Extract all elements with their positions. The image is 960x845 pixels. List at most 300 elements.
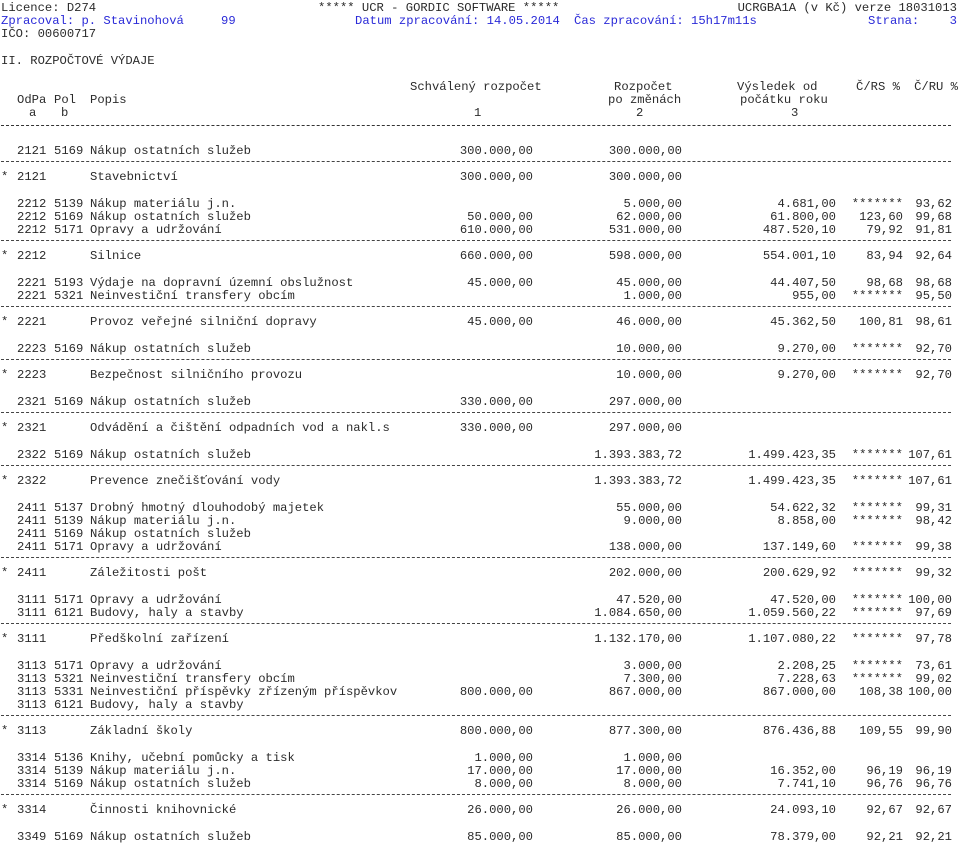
budget-cell: 1.000,00 xyxy=(623,751,682,765)
section-title-line xyxy=(0,54,960,68)
col-num-2: 2 xyxy=(636,106,644,120)
cru-cell: 99,31 xyxy=(915,501,952,515)
cru-cell: 93,62 xyxy=(915,197,952,211)
result-cell: 9.270,00 xyxy=(777,368,836,382)
odpa-cell: 2212 xyxy=(17,223,47,237)
approved-cell: 26.000,00 xyxy=(467,803,533,817)
row-separator xyxy=(1,557,951,558)
table-row xyxy=(0,698,960,712)
table-row xyxy=(0,527,960,541)
table-row xyxy=(0,501,960,515)
approved-cell: 800.000,00 xyxy=(459,685,533,699)
section-title: II. ROZPOČTOVÉ VÝDAJE xyxy=(1,54,155,68)
crs-cell: ******* xyxy=(851,342,903,356)
popis-cell: Neinvestiční transfery obcím xyxy=(90,672,295,686)
odpa-cell: 3111 xyxy=(17,632,47,646)
page-number: 3 xyxy=(949,14,957,28)
odpa-cell: 2411 xyxy=(17,514,47,528)
odpa-cell: 2322 xyxy=(17,448,47,462)
odpa-cell: 2221 xyxy=(17,315,47,329)
odpa-cell: 2121 xyxy=(17,170,47,184)
subtotal-marker: * xyxy=(1,315,9,329)
result-cell: 54.622,32 xyxy=(770,501,836,515)
crs-cell: ******* xyxy=(851,672,903,686)
popis-cell: Předškolní zařízení xyxy=(90,632,229,646)
col-budget: Rozpočet xyxy=(614,80,673,94)
table-row xyxy=(0,395,960,409)
table-row xyxy=(0,197,960,211)
subtotal-row xyxy=(0,803,960,817)
crs-cell: 79,92 xyxy=(866,223,903,237)
cru-cell: 99,32 xyxy=(915,566,952,580)
odpa-cell: 2322 xyxy=(17,474,47,488)
pol-cell: 5171 xyxy=(54,223,84,237)
subtotal-row xyxy=(0,632,960,646)
crs-cell: ******* xyxy=(851,448,903,462)
pol-cell: 5171 xyxy=(54,540,84,554)
popis-cell: Opravy a udržování xyxy=(90,223,222,237)
table-row xyxy=(0,606,960,620)
budget-cell: 297.000,00 xyxy=(608,395,682,409)
approved-cell: 300.000,00 xyxy=(459,144,533,158)
crs-cell: ******* xyxy=(851,501,903,515)
popis-cell: Budovy, haly a stavby xyxy=(90,698,244,712)
col-popis: Popis xyxy=(90,93,127,107)
row-separator xyxy=(1,465,951,466)
popis-cell: Bezpečnost silničního provozu xyxy=(90,368,303,382)
odpa-cell: 2411 xyxy=(17,501,47,515)
popis-cell: Silnice xyxy=(90,249,142,263)
approved-cell: 50.000,00 xyxy=(467,210,533,224)
col-after-changes: po změnách xyxy=(608,93,682,107)
result-cell: 487.520,10 xyxy=(762,223,836,237)
popis-cell: Nákup materiálu j.n. xyxy=(90,764,237,778)
approved-cell: 300.000,00 xyxy=(459,170,533,184)
cru-cell: 96,19 xyxy=(915,764,952,778)
subtotal-row xyxy=(0,368,960,382)
subtotal-row xyxy=(0,474,960,488)
pol-cell: 5169 xyxy=(54,777,84,791)
subtotal-marker: * xyxy=(1,421,9,435)
crs-cell: 100,81 xyxy=(859,315,903,329)
odpa-cell: 2221 xyxy=(17,289,47,303)
approved-cell: 660.000,00 xyxy=(459,249,533,263)
result-cell: 78.379,00 xyxy=(770,830,836,844)
odpa-cell: 2223 xyxy=(17,368,47,382)
cru-cell: 107,61 xyxy=(908,474,952,488)
crs-cell: ******* xyxy=(851,289,903,303)
header-line-3 xyxy=(0,27,960,41)
result-cell: 554.001,10 xyxy=(762,249,836,263)
crs-cell: 108,38 xyxy=(859,685,903,699)
pol-cell: 6121 xyxy=(54,698,84,712)
result-cell: 16.352,00 xyxy=(770,764,836,778)
result-cell: 1.499.423,35 xyxy=(748,448,836,462)
budget-cell: 10.000,00 xyxy=(616,342,682,356)
col-num-3: 3 xyxy=(791,106,799,120)
popis-cell: Drobný hmotný dlouhodobý majetek xyxy=(90,501,325,515)
crs-cell: ******* xyxy=(851,368,903,382)
row-separator xyxy=(1,623,951,624)
cru-cell: 100,00 xyxy=(908,593,952,607)
cru-cell: 98,68 xyxy=(915,276,952,290)
odpa-cell: 2411 xyxy=(17,566,47,580)
crs-cell: 96,19 xyxy=(866,764,903,778)
budget-cell: 297.000,00 xyxy=(608,421,682,435)
odpa-cell: 3314 xyxy=(17,764,47,778)
odpa-cell: 3314 xyxy=(17,803,47,817)
odpa-cell: 2212 xyxy=(17,249,47,263)
result-cell: 876.436,88 xyxy=(762,724,836,738)
budget-cell: 5.000,00 xyxy=(623,197,682,211)
crs-cell: ******* xyxy=(851,514,903,528)
cru-cell: 91,81 xyxy=(915,223,952,237)
odpa-cell: 3113 xyxy=(17,724,47,738)
popis-cell: Opravy a udržování xyxy=(90,540,222,554)
col-num-1: 1 xyxy=(474,106,482,120)
subtotal-marker: * xyxy=(1,803,9,817)
pol-cell: 5139 xyxy=(54,764,84,778)
col-from-start: počátku roku xyxy=(740,93,828,107)
table-row xyxy=(0,448,960,462)
crs-cell: 92,21 xyxy=(866,830,903,844)
processing-time: Čas zpracování: 15h17m11s xyxy=(574,14,757,28)
subtotal-row xyxy=(0,566,960,580)
row-separator xyxy=(1,240,951,241)
approved-cell: 17.000,00 xyxy=(467,764,533,778)
pol-cell: 5169 xyxy=(54,395,84,409)
popis-cell: Knihy, učební pomůcky a tisk xyxy=(90,751,295,765)
cru-cell: 95,50 xyxy=(915,289,952,303)
ico: IČO: 00600717 xyxy=(1,27,97,41)
table-row xyxy=(0,764,960,778)
col-pol: Pol xyxy=(54,93,76,107)
col-b: b xyxy=(61,106,69,120)
table-row xyxy=(0,144,960,158)
popis-cell: Opravy a udržování xyxy=(90,659,222,673)
crs-cell: 96,76 xyxy=(866,777,903,791)
crs-cell: ******* xyxy=(851,659,903,673)
cru-cell: 98,42 xyxy=(915,514,952,528)
pol-cell: 6121 xyxy=(54,606,84,620)
col-a: a xyxy=(29,106,37,120)
odpa-cell: 2121 xyxy=(17,144,47,158)
col-approved-budget: Schválený rozpočet xyxy=(410,80,542,94)
cru-cell: 97,69 xyxy=(915,606,952,620)
odpa-cell: 2321 xyxy=(17,395,47,409)
budget-cell: 300.000,00 xyxy=(608,170,682,184)
version: UCRGBA1A (v Kč) verze 18031013 xyxy=(737,1,957,15)
table-row xyxy=(0,223,960,237)
budget-cell: 3.000,00 xyxy=(623,659,682,673)
cru-cell: 99,38 xyxy=(915,540,952,554)
row-separator xyxy=(1,412,951,413)
budget-cell: 85.000,00 xyxy=(616,830,682,844)
pol-cell: 5137 xyxy=(54,501,84,515)
table-row xyxy=(0,672,960,686)
subtotal-row xyxy=(0,315,960,329)
approved-cell: 610.000,00 xyxy=(459,223,533,237)
subtotal-row xyxy=(0,421,960,435)
result-cell: 867.000,00 xyxy=(762,685,836,699)
budget-cell: 1.132.170,00 xyxy=(594,632,682,646)
approved-cell: 45.000,00 xyxy=(467,315,533,329)
popis-cell: Budovy, haly a stavby xyxy=(90,606,244,620)
crs-cell: 83,94 xyxy=(866,249,903,263)
approved-cell: 330.000,00 xyxy=(459,421,533,435)
odpa-cell: 2411 xyxy=(17,527,47,541)
table-row xyxy=(0,659,960,673)
odpa-cell: 3113 xyxy=(17,698,47,712)
odpa-cell: 2411 xyxy=(17,540,47,554)
table-row xyxy=(0,276,960,290)
processed-by: Zpracoval: p. Stavinohová xyxy=(1,14,184,28)
table-row xyxy=(0,342,960,356)
pol-cell: 5169 xyxy=(54,527,84,541)
budget-cell: 598.000,00 xyxy=(608,249,682,263)
col-result: Výsledek od xyxy=(737,80,818,94)
popis-cell: Nákup ostatních služeb xyxy=(90,777,251,791)
crs-cell: 109,55 xyxy=(859,724,903,738)
table-row xyxy=(0,777,960,791)
col-cru: Č/RU % xyxy=(914,80,958,94)
cru-cell: 92,67 xyxy=(915,803,952,817)
pol-cell: 5169 xyxy=(54,342,84,356)
result-cell: 24.093,10 xyxy=(770,803,836,817)
result-cell: 1.107.080,22 xyxy=(748,632,836,646)
budget-cell: 1.393.383,72 xyxy=(594,448,682,462)
col-header-line-1 xyxy=(0,80,960,94)
result-cell: 955,00 xyxy=(792,289,836,303)
odpa-cell: 3314 xyxy=(17,777,47,791)
budget-cell: 47.520,00 xyxy=(616,593,682,607)
popis-cell: Záležitosti pošt xyxy=(90,566,208,580)
cru-cell: 97,78 xyxy=(915,632,952,646)
crs-cell: 123,60 xyxy=(859,210,903,224)
popis-cell: Prevence znečišťování vody xyxy=(90,474,281,488)
result-cell: 7.741,10 xyxy=(777,777,836,791)
col-header-line-2 xyxy=(0,93,960,107)
subtotal-marker: * xyxy=(1,170,9,184)
result-cell: 47.520,00 xyxy=(770,593,836,607)
approved-cell: 330.000,00 xyxy=(459,395,533,409)
odpa-cell: 2221 xyxy=(17,276,47,290)
cru-cell: 92,70 xyxy=(915,342,952,356)
row-separator xyxy=(1,715,951,716)
popis-cell: Nákup ostatních služeb xyxy=(90,144,251,158)
popis-cell: Nákup ostatních služeb xyxy=(90,448,251,462)
header-line-1 xyxy=(0,1,960,15)
popis-cell: Nákup materiálu j.n. xyxy=(90,514,237,528)
cru-cell: 73,61 xyxy=(915,659,952,673)
odpa-cell: 2212 xyxy=(17,197,47,211)
odpa-cell: 3111 xyxy=(17,606,47,620)
budget-cell: 8.000,00 xyxy=(623,777,682,791)
cru-cell: 99,68 xyxy=(915,210,952,224)
result-cell: 4.681,00 xyxy=(777,197,836,211)
col-odpa: OdPa xyxy=(17,93,47,107)
table-row xyxy=(0,514,960,528)
popis-cell: Nákup ostatních služeb xyxy=(90,395,251,409)
odpa-cell: 3113 xyxy=(17,672,47,686)
odpa-cell: 2321 xyxy=(17,421,47,435)
subtotal-marker: * xyxy=(1,632,9,646)
pol-cell: 5169 xyxy=(54,448,84,462)
program-name: ***** UCR - GORDIC SOFTWARE ***** xyxy=(318,1,560,15)
cru-cell: 99,02 xyxy=(915,672,952,686)
pol-cell: 5169 xyxy=(54,830,84,844)
crs-cell: ******* xyxy=(851,593,903,607)
odpa-cell: 3113 xyxy=(17,685,47,699)
row-separator xyxy=(1,161,951,162)
row-separator xyxy=(1,794,951,795)
processing-date: Datum zpracování: 14.05.2014 xyxy=(355,14,560,28)
subtotal-marker: * xyxy=(1,474,9,488)
popis-cell: Neinvestiční transfery obcím xyxy=(90,289,295,303)
result-cell: 1.499.423,35 xyxy=(748,474,836,488)
popis-cell: Opravy a udržování xyxy=(90,593,222,607)
cru-cell: 100,00 xyxy=(908,685,952,699)
cru-cell: 96,76 xyxy=(915,777,952,791)
budget-cell: 26.000,00 xyxy=(616,803,682,817)
table-row xyxy=(0,210,960,224)
budget-cell: 877.300,00 xyxy=(608,724,682,738)
subtotal-row xyxy=(0,724,960,738)
pol-cell: 5139 xyxy=(54,197,84,211)
cru-cell: 92,21 xyxy=(915,830,952,844)
pol-cell: 5171 xyxy=(54,659,84,673)
odpa-cell: 3349 xyxy=(17,830,47,844)
crs-cell: 98,68 xyxy=(866,276,903,290)
popis-cell: Neinvestiční příspěvky zřízeným příspěvkov xyxy=(90,685,398,699)
col-header-line-3 xyxy=(0,106,960,120)
crs-cell: ******* xyxy=(851,474,903,488)
col-crs: Č/RS % xyxy=(856,80,900,94)
budget-cell: 17.000,00 xyxy=(616,764,682,778)
pol-cell: 5193 xyxy=(54,276,84,290)
crs-cell: ******* xyxy=(851,197,903,211)
approved-cell: 8.000,00 xyxy=(474,777,533,791)
subtotal-marker: * xyxy=(1,368,9,382)
popis-cell: Činnosti knihovnické xyxy=(90,803,237,817)
result-cell: 137.149,60 xyxy=(762,540,836,554)
user-number: 99 xyxy=(221,14,236,28)
header-line-2 xyxy=(0,14,960,28)
result-cell: 2.208,25 xyxy=(777,659,836,673)
page-label: Strana: xyxy=(868,14,920,28)
subtotal-marker: * xyxy=(1,249,9,263)
pol-cell: 5169 xyxy=(54,210,84,224)
popis-cell: Nákup materiálu j.n. xyxy=(90,197,237,211)
budget-cell: 138.000,00 xyxy=(608,540,682,554)
popis-cell: Stavebnictví xyxy=(90,170,178,184)
budget-cell: 202.000,00 xyxy=(608,566,682,580)
approved-cell: 85.000,00 xyxy=(467,830,533,844)
pol-cell: 5321 xyxy=(54,289,84,303)
popis-cell: Základní školy xyxy=(90,724,193,738)
result-cell: 7.228,63 xyxy=(777,672,836,686)
approved-cell: 45.000,00 xyxy=(467,276,533,290)
cru-cell: 107,61 xyxy=(908,448,952,462)
result-cell: 44.407,50 xyxy=(770,276,836,290)
pol-cell: 5171 xyxy=(54,593,84,607)
cru-cell: 92,64 xyxy=(915,249,952,263)
odpa-cell: 3111 xyxy=(17,593,47,607)
licence: Licence: D274 xyxy=(1,1,97,15)
popis-cell: Nákup ostatních služeb xyxy=(90,342,251,356)
popis-cell: Nákup ostatních služeb xyxy=(90,210,251,224)
odpa-cell: 2223 xyxy=(17,342,47,356)
pol-cell: 5321 xyxy=(54,672,84,686)
budget-cell: 1.393.383,72 xyxy=(594,474,682,488)
cru-cell: 98,61 xyxy=(915,315,952,329)
subtotal-marker: * xyxy=(1,566,9,580)
subtotal-row xyxy=(0,249,960,263)
result-cell: 200.629,92 xyxy=(762,566,836,580)
cru-cell: 99,90 xyxy=(915,724,952,738)
crs-cell: ******* xyxy=(851,632,903,646)
crs-cell: ******* xyxy=(851,566,903,580)
popis-cell: Výdaje na dopravní územní obslužnost xyxy=(90,276,354,290)
budget-cell: 62.000,00 xyxy=(616,210,682,224)
cru-cell: 92,70 xyxy=(915,368,952,382)
pol-cell: 5139 xyxy=(54,514,84,528)
budget-cell: 867.000,00 xyxy=(608,685,682,699)
result-cell: 1.059.560,22 xyxy=(748,606,836,620)
table-row xyxy=(0,830,960,844)
popis-cell: Provoz veřejné silniční dopravy xyxy=(90,315,317,329)
approved-cell: 800.000,00 xyxy=(459,724,533,738)
odpa-cell: 3113 xyxy=(17,659,47,673)
table-row xyxy=(0,751,960,765)
budget-cell: 531.000,00 xyxy=(608,223,682,237)
crs-cell: ******* xyxy=(851,540,903,554)
budget-cell: 300.000,00 xyxy=(608,144,682,158)
table-row xyxy=(0,593,960,607)
odpa-cell: 2212 xyxy=(17,210,47,224)
header-separator xyxy=(1,125,951,126)
popis-cell: Odvádění a čištění odpadních vod a nakl.s xyxy=(90,421,390,435)
table-row xyxy=(0,685,960,699)
result-cell: 9.270,00 xyxy=(777,342,836,356)
crs-cell: 92,67 xyxy=(866,803,903,817)
row-separator xyxy=(1,306,951,307)
pol-cell: 5331 xyxy=(54,685,84,699)
budget-cell: 7.300,00 xyxy=(623,672,682,686)
approved-cell: 1.000,00 xyxy=(474,751,533,765)
result-cell: 45.362,50 xyxy=(770,315,836,329)
crs-cell: ******* xyxy=(851,606,903,620)
budget-cell: 55.000,00 xyxy=(616,501,682,515)
odpa-cell: 3314 xyxy=(17,751,47,765)
budget-cell: 46.000,00 xyxy=(616,315,682,329)
popis-cell: Nákup ostatních služeb xyxy=(90,830,251,844)
budget-cell: 9.000,00 xyxy=(623,514,682,528)
budget-cell: 45.000,00 xyxy=(616,276,682,290)
table-row xyxy=(0,540,960,554)
pol-cell: 5136 xyxy=(54,751,84,765)
row-separator xyxy=(1,359,951,360)
table-row xyxy=(0,289,960,303)
budget-cell: 1.000,00 xyxy=(623,289,682,303)
popis-cell: Nákup ostatních služeb xyxy=(90,527,251,541)
subtotal-marker: * xyxy=(1,724,9,738)
budget-cell: 1.084.650,00 xyxy=(594,606,682,620)
result-cell: 61.800,00 xyxy=(770,210,836,224)
result-cell: 8.858,00 xyxy=(777,514,836,528)
budget-cell: 10.000,00 xyxy=(616,368,682,382)
subtotal-row xyxy=(0,170,960,184)
